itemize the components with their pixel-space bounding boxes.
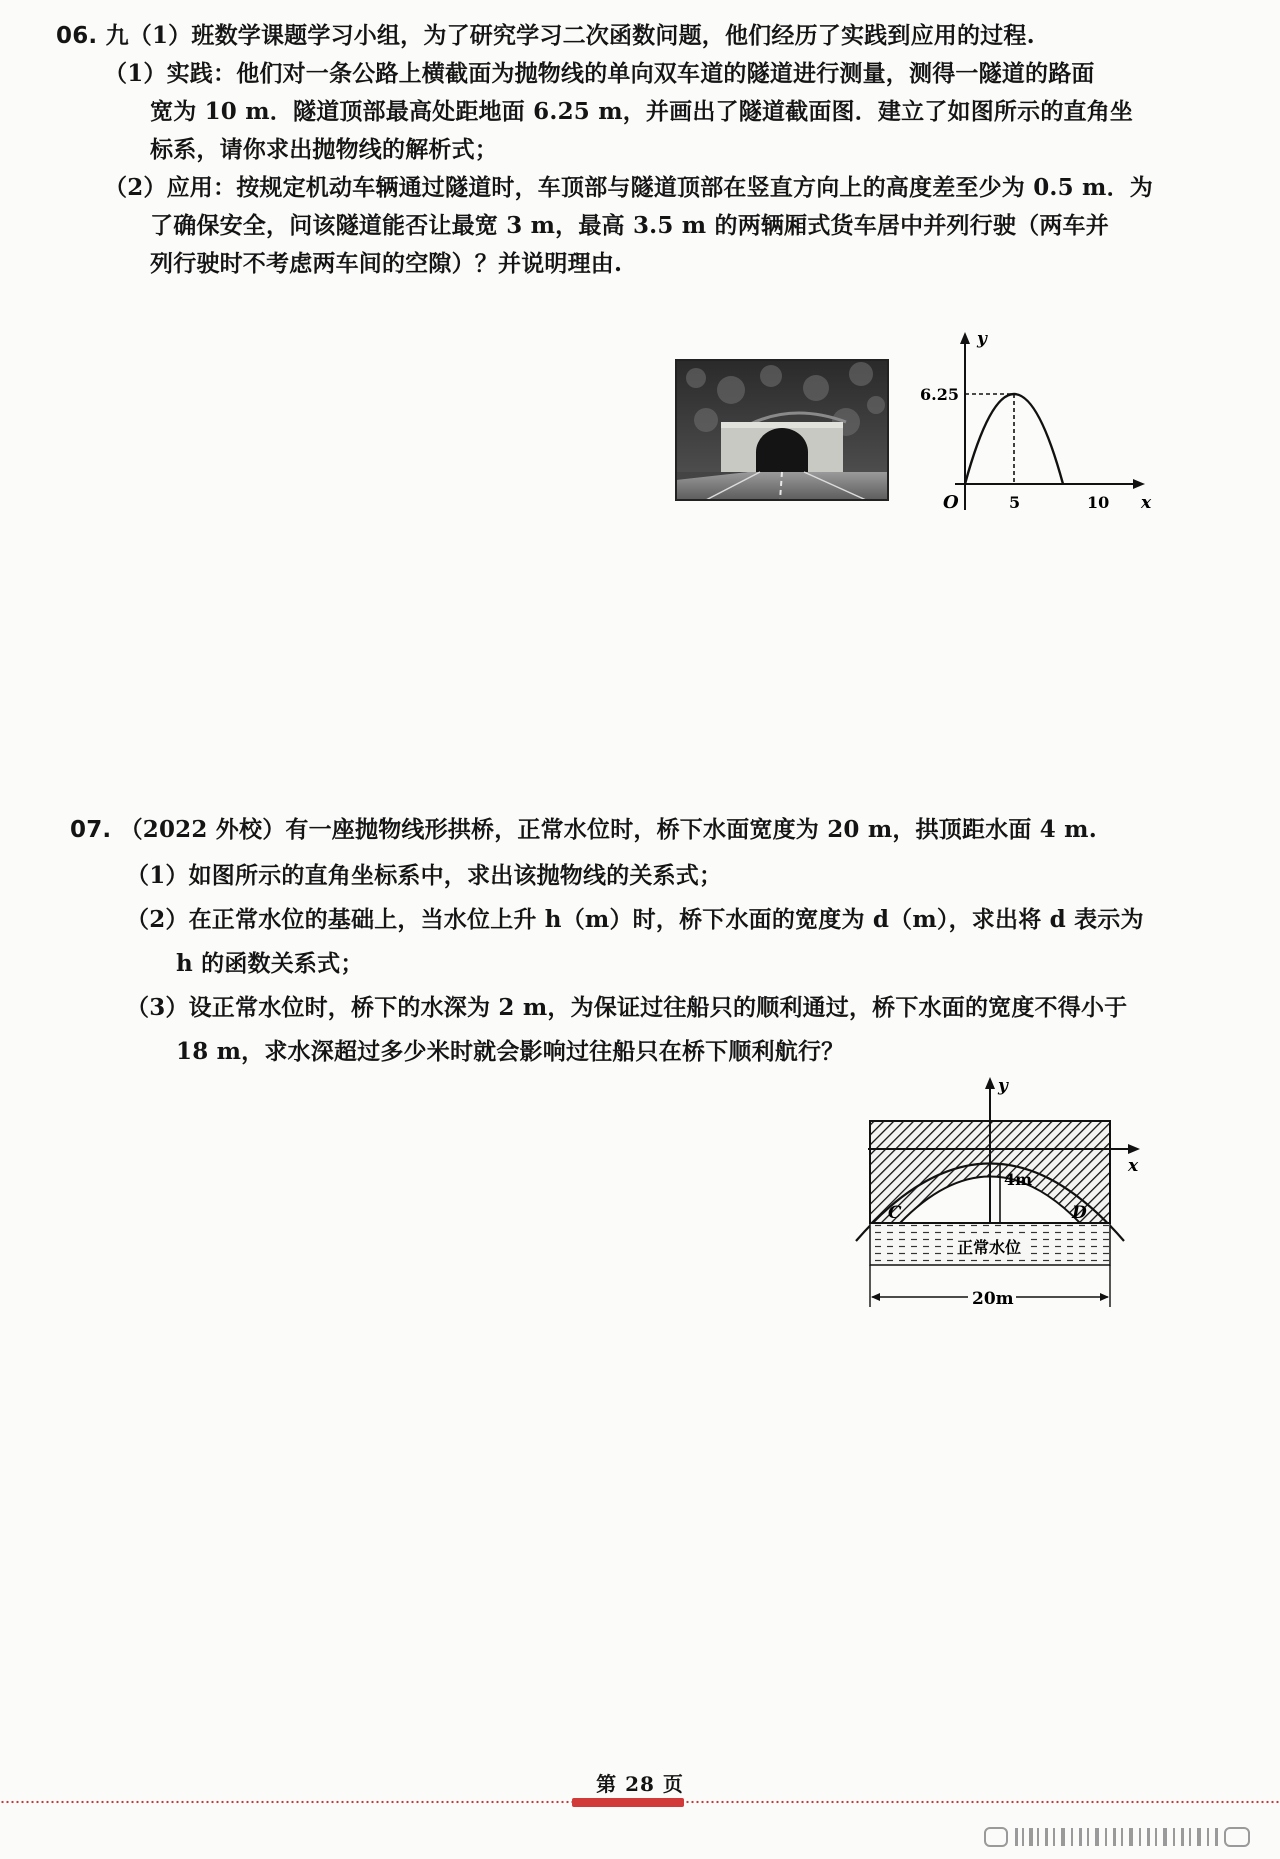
q06-part1-line2: 宽为 10 m．隧道顶部最高处距地面 6.25 m，并画出了隧道截面图．建立了如图所示的直角坐 <box>150 98 1134 125</box>
footer-red-bar <box>572 1798 684 1807</box>
q07-part2-line1: （2）在正常水位的基础上，当水位上升 h（m）时，桥下水面的宽度为 d（m），求出将 d 表示为 <box>126 906 1144 933</box>
y-axis-label: y <box>977 329 987 349</box>
q06-stem: 九（1）班数学课题学习小组，为了研究学习二次函数问题，他们经历了实践到应用的过程. <box>105 22 1035 49</box>
q07-part3-line1: （3）设正常水位时，桥下的水深为 2 m，为保证过往船只的顺利通过，桥下水面的宽度不得小于 <box>126 994 1128 1021</box>
point-d-label: D <box>1072 1203 1087 1223</box>
q06-stem-line <box>56 20 1035 52</box>
page-number: 第 28 页 <box>596 1772 684 1796</box>
tunnel-parabola-graph <box>915 330 1150 520</box>
x-axis-arrow-icon <box>1133 479 1145 489</box>
barcode-strip <box>985 1826 1255 1848</box>
y-axis-arrow-icon <box>960 332 970 344</box>
bridge-diagram <box>850 1075 1150 1315</box>
q07-number: 07. <box>70 817 112 843</box>
x-axis-label: x <box>1141 493 1152 513</box>
q07-stem-line <box>70 814 1097 846</box>
q07-part1-line: （1）如图所示的直角坐标系中，求出该抛物线的关系式； <box>126 862 723 889</box>
normal-water-level-label: 正常水位 <box>957 1238 1022 1257</box>
x-axis-label: x <box>1128 1156 1139 1176</box>
q06-part2-line2: 了确保安全，问该隧道能否让最宽 3 m，最高 3.5 m 的两辆厢式货车居中并列行驶（两车并 <box>150 212 1109 239</box>
point-c-label: C <box>888 1203 902 1223</box>
end-x-label: 10 <box>1087 493 1110 512</box>
q06-part1-line3: 标系，请你求出抛物线的解析式； <box>150 136 498 163</box>
peak-height-label: 6.25 <box>920 385 959 404</box>
q06-part1-line1: （1）实践：他们对一条公路上横截面为抛物线的单向双车道的隧道进行测量，测得一隧道的路面 <box>104 60 1095 87</box>
width-left-arrow-icon <box>871 1293 880 1301</box>
vertex-x-label: 5 <box>1009 493 1021 512</box>
y-axis-arrow-icon <box>985 1077 995 1089</box>
q06-part2-line3: 列行驶时不考虑两车间的空隙）？并说明理由. <box>150 250 623 277</box>
y-axis-label: y <box>998 1076 1008 1096</box>
tunnel-photo <box>676 360 888 500</box>
q06-part2-line1: （2）应用：按规定机动车辆通过隧道时，车顶部与隧道顶部在竖直方向上的高度差至少为 0.5 m．为 <box>104 174 1153 201</box>
q07-part2-line2: h 的函数关系式； <box>176 950 364 977</box>
origin-label: O <box>943 492 959 513</box>
height-label: 4m <box>1004 1170 1033 1189</box>
x-axis-arrow-icon <box>1128 1144 1140 1154</box>
q07-stem: （2022 外校）有一座抛物线形拱桥，正常水位时，桥下水面宽度为 20 m，拱顶距水面 4 m. <box>119 816 1097 843</box>
width-right-arrow-icon <box>1100 1293 1109 1301</box>
q07-part3-line2: 18 m，求水深超过多少米时就会影响过往船只在桥下顺利航行？ <box>176 1038 845 1065</box>
q06-number: 06. <box>56 23 98 49</box>
width-label: 20m <box>972 1289 1014 1309</box>
